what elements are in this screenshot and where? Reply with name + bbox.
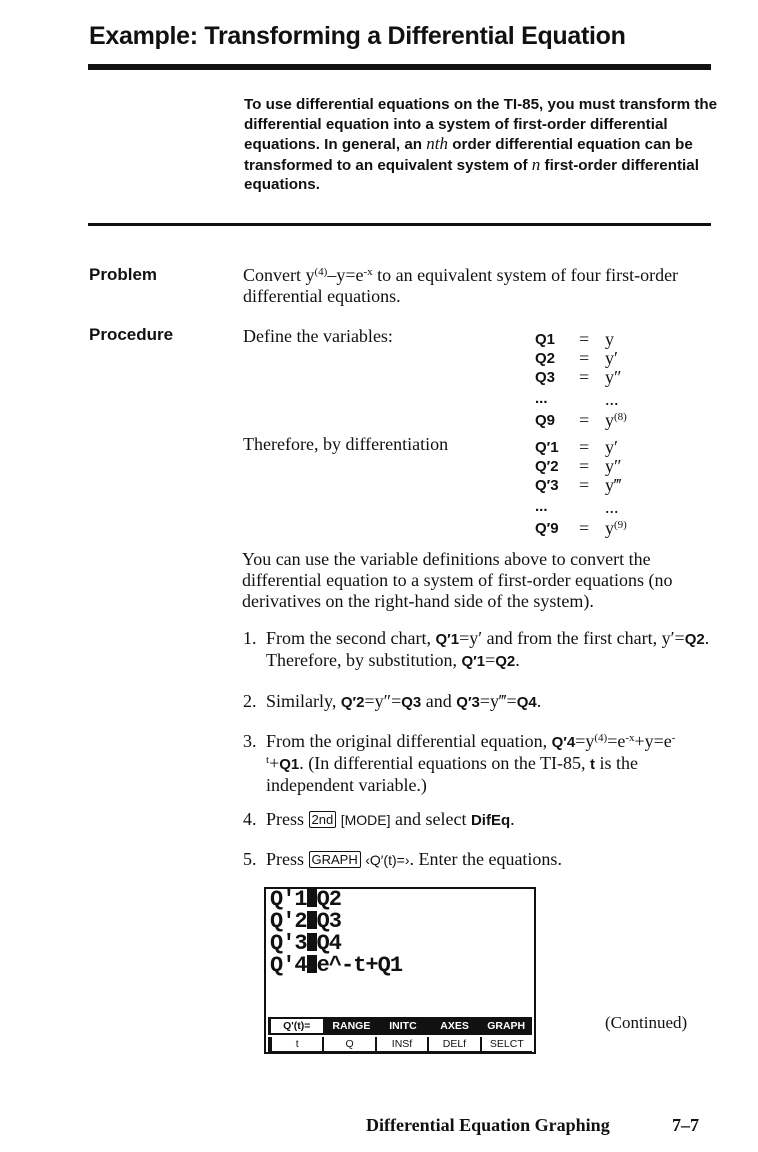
derivative-dots: [535, 499, 627, 515]
menu-difeq: DifEq: [470, 812, 511, 829]
def-eq: =: [579, 410, 590, 430]
der-rhs: [605, 519, 627, 538]
der-eq: =: [579, 437, 590, 457]
eq-lhs: Q'3: [270, 931, 307, 956]
menu-delf[interactable]: DELf: [427, 1037, 479, 1053]
intro-n: n: [531, 154, 541, 174]
text: +: [269, 753, 280, 773]
der-rhs: y′: [605, 437, 618, 457]
sup: (4): [594, 732, 608, 744]
problem-part: to an equivalent system of four first-order differential equations.: [243, 265, 679, 306]
var: Q′1: [435, 631, 460, 648]
var: Q2: [495, 653, 516, 670]
problem-sup: (4): [314, 266, 328, 278]
der-eq: =: [579, 475, 590, 495]
intro-text: first-order differential equations.: [244, 156, 699, 193]
var: Q′4: [551, 734, 576, 751]
text: +y=e: [634, 731, 672, 751]
eq-rhs: Q3: [316, 909, 342, 934]
page-title: Example: Transforming a Differential Equation: [89, 22, 626, 50]
step-1: [243, 628, 713, 672]
der-rhs: y‴: [605, 475, 622, 495]
equals-cursor-icon: [307, 911, 317, 929]
dots: ...: [535, 498, 548, 515]
rhs-base: y: [605, 518, 614, 538]
definition-row: [535, 411, 627, 430]
problem-heading: Problem: [89, 265, 158, 284]
screen-line: [270, 889, 341, 911]
menu-t[interactable]: t: [268, 1037, 322, 1053]
text: .: [536, 691, 542, 711]
definition-dots: [535, 391, 627, 407]
sup: -x: [625, 732, 635, 744]
var: Q1: [279, 756, 300, 773]
text: Press: [266, 809, 309, 829]
step-number: 1.: [243, 628, 257, 648]
screen-line: [270, 911, 341, 933]
def-lhs: Q9: [535, 412, 556, 429]
intro-nth: nth: [426, 134, 449, 153]
menu-qprime: ‹Q′(t)=›: [365, 852, 410, 868]
der-eq: =: [579, 456, 590, 476]
text: =: [485, 650, 496, 670]
text: =y: [575, 731, 595, 751]
var: Q′1: [461, 653, 486, 670]
intro-text: To use differential equations on the TI-85, you must transform the differential equation into a system of first-order differential equations. In general, an: [244, 96, 718, 153]
derivative-row: [535, 457, 627, 476]
screen-line: [270, 955, 402, 977]
step-text: [266, 731, 713, 796]
rhs-base: y: [605, 410, 614, 430]
text: and select: [390, 809, 471, 829]
derivative-row: [535, 519, 627, 538]
der-lhs: Q′2: [535, 458, 559, 475]
footer-page-number: 7–7: [672, 1115, 699, 1135]
equals-cursor-icon: [307, 889, 317, 907]
text: and: [421, 691, 457, 711]
eq-rhs: Q4: [316, 931, 342, 956]
problem-sup: -x: [363, 266, 373, 278]
eq-lhs: Q'4: [270, 953, 307, 978]
eq-rhs: e^-t+Q1: [316, 953, 403, 978]
equals-cursor-icon: [307, 933, 317, 951]
def-lhs: Q1: [535, 331, 556, 348]
menu-initc[interactable]: INITC: [389, 1020, 417, 1032]
menu-axes[interactable]: AXES: [440, 1020, 469, 1032]
text: . Enter the equations.: [409, 849, 562, 869]
step-5: [243, 849, 713, 871]
var: Q3: [401, 694, 422, 711]
def-rhs: y′: [605, 348, 618, 368]
var: Q′2: [340, 694, 365, 711]
menu-graph[interactable]: GRAPH: [487, 1020, 526, 1032]
text: =e: [607, 731, 626, 751]
problem-part: Convert y: [243, 265, 315, 285]
def-rhs: y: [605, 329, 614, 349]
def-eq: =: [579, 367, 590, 387]
eq-lhs: Q'1: [270, 887, 307, 912]
text: .: [515, 650, 520, 670]
explanation-paragraph: You can use the variable definitions above to convert the differential equation to a system of first-order equations (no derivatives on the right-hand side of the system).: [242, 549, 673, 611]
rhs-sup: (8): [614, 411, 627, 423]
step-number: 4.: [243, 809, 257, 829]
text: =y‴=: [479, 691, 517, 711]
problem-text: [243, 265, 713, 307]
var: Q′3: [456, 694, 480, 711]
menu-q[interactable]: Q: [322, 1037, 374, 1053]
key-graph: GRAPH: [309, 851, 361, 868]
sup: -t: [266, 732, 676, 766]
derivatives-table: [535, 438, 627, 538]
text: =y″=: [364, 691, 402, 711]
definitions-table: [535, 330, 627, 430]
der-lhs: Q′3: [535, 477, 559, 494]
define-label: Define the variables:: [243, 326, 393, 346]
dots: ...: [605, 389, 619, 409]
step-number: 2.: [243, 691, 257, 711]
definition-row: [535, 330, 627, 349]
text: . Therefore, by substitution,: [266, 628, 710, 670]
def-eq: =: [579, 348, 590, 368]
step-number: 5.: [243, 849, 257, 869]
dots: ...: [535, 390, 548, 407]
menu-qprime-t[interactable]: Q'(t)=: [270, 1018, 324, 1034]
intro-paragraph: [244, 95, 719, 195]
screen-menu-bottom: [268, 1037, 532, 1053]
step-3: [243, 731, 713, 796]
def-lhs: Q3: [535, 369, 556, 386]
text: .: [510, 809, 515, 829]
footer-section-title: Differential Equation Graphing: [366, 1115, 610, 1135]
problem-part: –y=e: [327, 265, 364, 285]
top-rule: [88, 64, 711, 70]
screen-line: [270, 933, 341, 955]
dots: ...: [605, 497, 619, 517]
procedure-heading: Procedure: [89, 325, 174, 344]
therefore-label: Therefore, by differentiation: [243, 434, 449, 454]
continued-note: (Continued): [605, 1013, 688, 1032]
eq-lhs: Q'2: [270, 909, 307, 934]
menu-insf[interactable]: INSf: [375, 1037, 427, 1053]
der-rhs: y″: [605, 456, 622, 476]
text: . (In differential equations on the TI-85,: [299, 753, 590, 773]
menu-range[interactable]: RANGE: [332, 1020, 371, 1032]
rhs-sup: (9): [614, 519, 627, 531]
section-rule: [88, 223, 711, 226]
step-text: [266, 691, 541, 713]
definition-row: [535, 349, 627, 368]
step-4: [243, 809, 713, 831]
derivative-row: [535, 438, 627, 457]
text: Press: [266, 849, 309, 869]
text: is the independent variable.): [266, 753, 638, 795]
key-2nd: 2nd: [309, 811, 337, 828]
screen-menu-top: [268, 1017, 532, 1035]
der-lhs: Q′9: [535, 520, 559, 537]
key-mode: [MODE]: [340, 812, 391, 828]
def-eq: =: [579, 329, 590, 349]
text: From the second chart,: [266, 628, 436, 648]
step-text: [266, 809, 515, 831]
step-2: [243, 691, 713, 713]
derivative-row: [535, 476, 627, 495]
step-number: 3.: [243, 731, 257, 751]
step-text: [266, 628, 713, 672]
der-lhs: Q′1: [535, 439, 559, 456]
text: =y′ and from the first chart, y′=: [459, 628, 685, 648]
calculator-screen: [264, 887, 536, 1054]
def-rhs: y″: [605, 367, 622, 387]
def-lhs: Q2: [535, 350, 556, 367]
eq-rhs: Q2: [316, 887, 342, 912]
var: Q2: [684, 631, 705, 648]
var: t: [590, 756, 595, 773]
var: Q4: [516, 694, 537, 711]
equals-cursor-icon: [307, 955, 317, 973]
text: From the original differential equation,: [266, 731, 552, 751]
definition-row: [535, 368, 627, 387]
der-eq: =: [579, 518, 590, 538]
def-rhs: [605, 411, 627, 430]
intro-text: order differential equation can be transformed to an equivalent system of: [244, 136, 693, 174]
step-text: [266, 849, 562, 871]
menu-selct[interactable]: SELCT: [480, 1037, 532, 1053]
text: Similarly,: [266, 691, 341, 711]
